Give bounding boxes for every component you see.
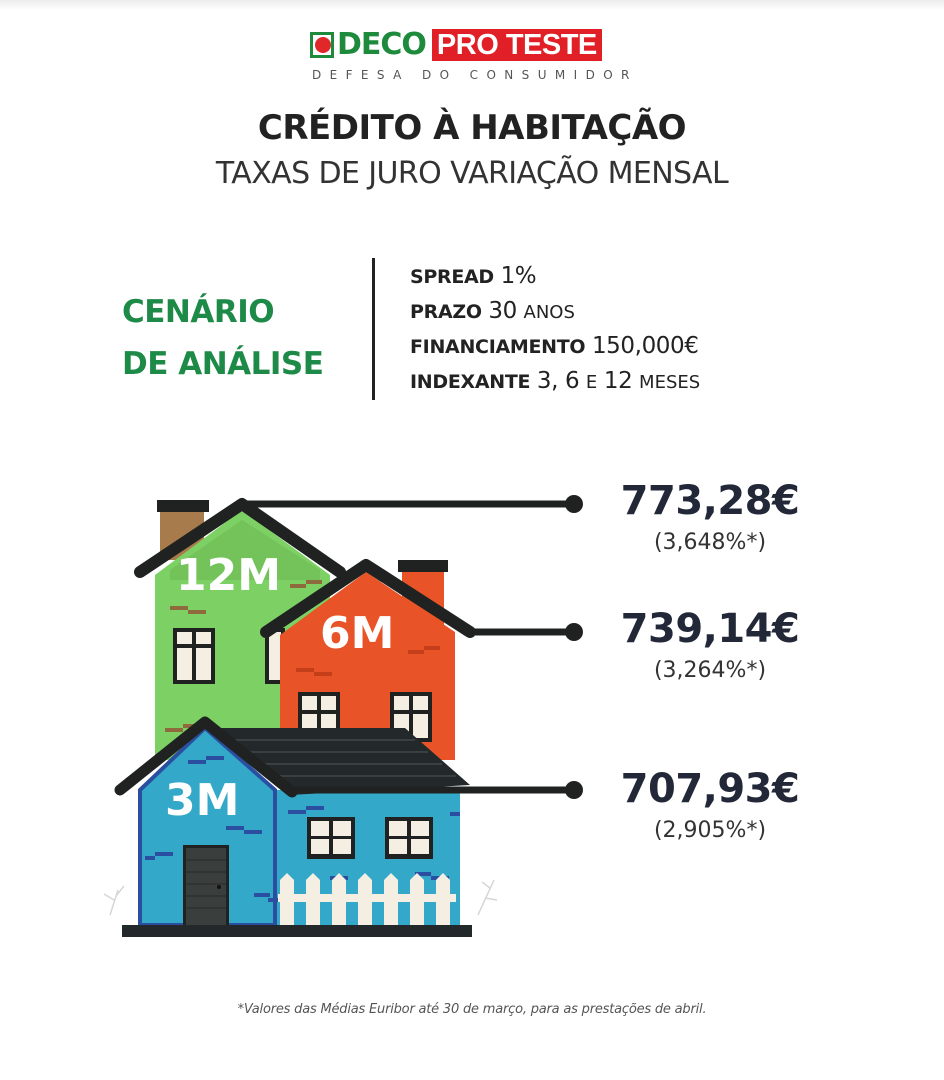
house-label-12m: 12M [176,550,282,601]
monthly-payment-3m: 707,93€ [620,766,800,812]
scenario-value: 30 [488,298,517,324]
value-block-3m [590,766,830,846]
scenario-unit: MESES [639,372,701,393]
interest-rate-6m: (3,264%*) [653,658,767,683]
scenario-unit: ANOS [523,302,575,323]
interest-rate-12m: (3,648%*) [653,530,767,555]
scenario-key: SPREAD [410,266,494,288]
connector-dot-3m [565,781,583,799]
scenario-conjunction: E [585,372,598,393]
scenario-key: INDEXANTE [410,371,531,393]
scenario-value: 150,000€ [591,333,699,359]
scenario-value-2: 12 [603,368,633,394]
scenario-label-line2: DE ANÁLISE [122,346,324,382]
value-block-6m [590,606,830,686]
page-title: CRÉDITO À HABITAÇÃO [257,108,687,148]
brand-tagline: DEFESA DO CONSUMIDOR [312,68,638,82]
interest-rate-3m: (2,905%*) [653,818,767,843]
connector-dot-6m [565,623,583,641]
brand-name-proteste: PRO TESTE [432,29,602,61]
page-subtitle: TAXAS DE JURO VARIAÇÃO MENSAL [215,156,729,191]
scenario-key: FINANCIAMENTO [410,336,586,358]
scenario-value: 3, 6 [536,368,580,394]
scenario-key: PRAZO [410,301,482,323]
footnote: *Valores das Médias Euribor até 30 de março, para as prestações de abril. [237,1002,707,1017]
house-label-3m: 3M [165,775,240,826]
monthly-payment-6m: 739,14€ [620,606,800,652]
brand-name-deco: DECO [337,27,426,62]
monthly-payment-12m: 773,28€ [620,478,800,524]
scenario-value: 1% [500,263,537,289]
value-block-12m [590,478,830,558]
connector-dot-12m [565,495,583,513]
house-3m-icon [104,722,575,937]
house-label-6m: 6M [320,608,395,659]
scenario-label-line1: CENÁRIO [122,294,275,330]
